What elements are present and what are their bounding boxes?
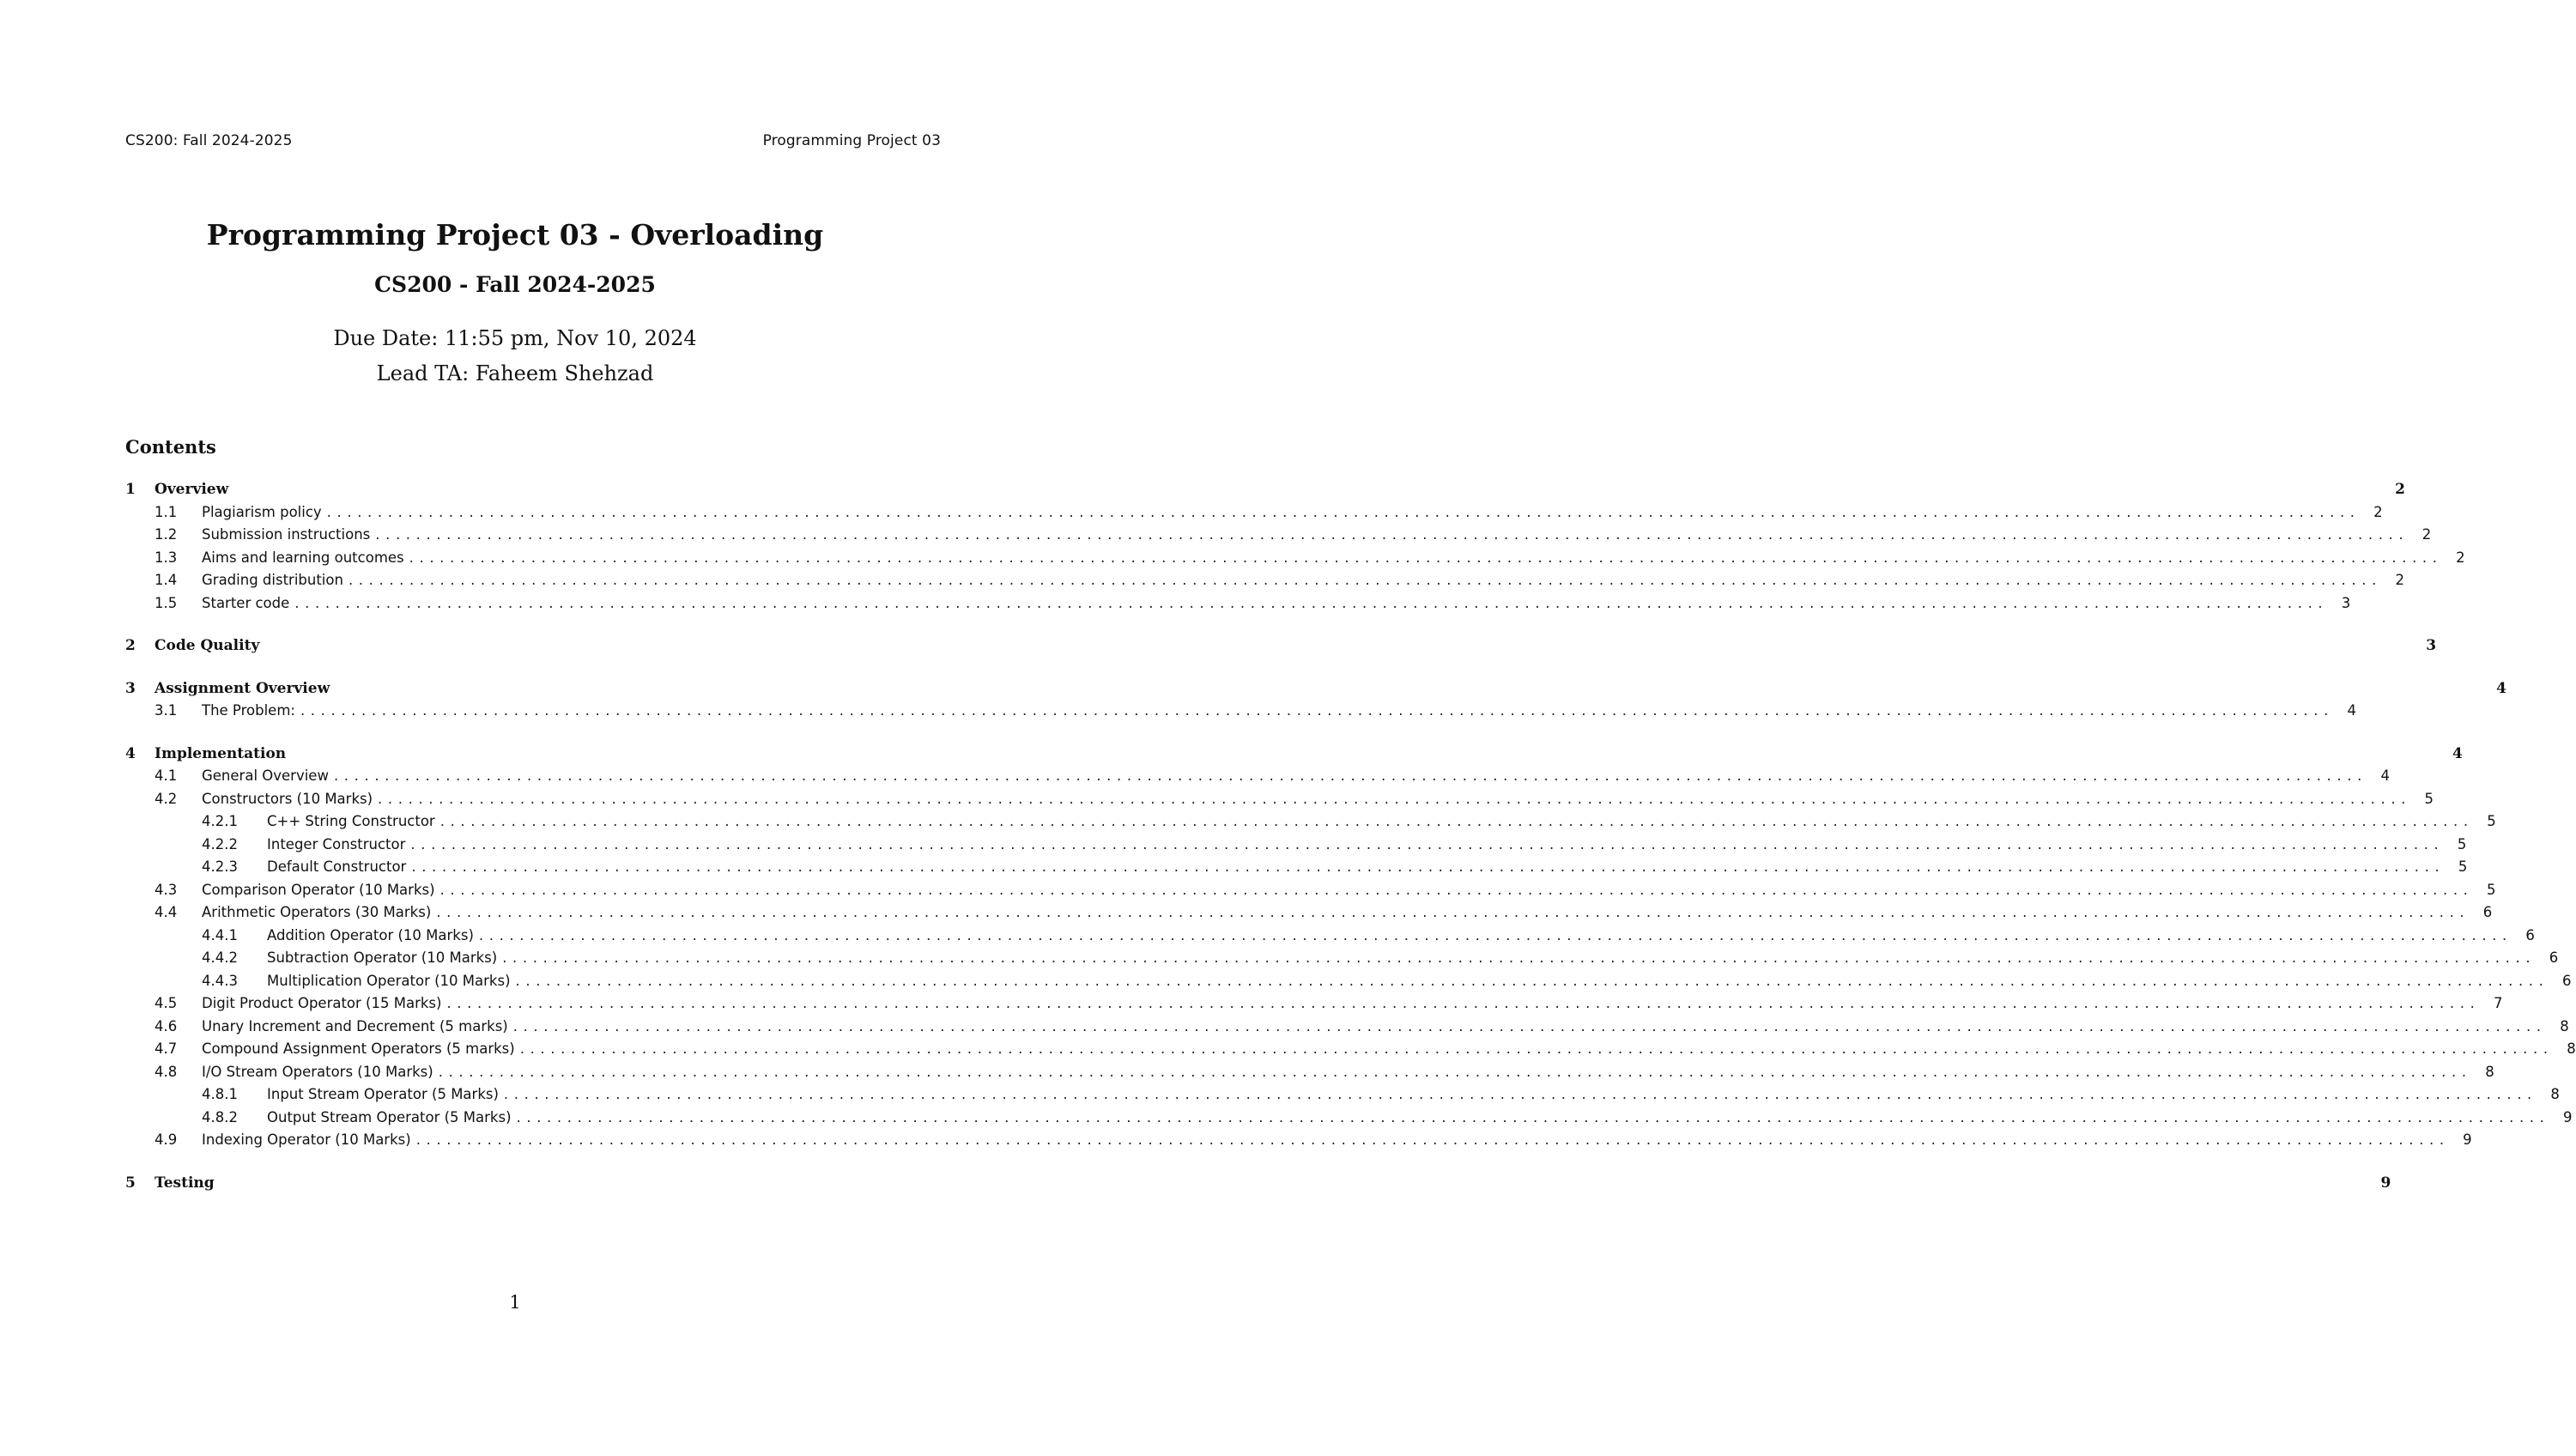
toc-entry-number: 4.5 [155,995,178,1011]
toc-leader-dots: ........................................................................................................................................................................................................ [415,1131,2450,1148]
toc-entry-title: Comparison Operator (10 Marks) [202,881,435,898]
toc-entry[interactable] [125,949,2559,973]
toc-entry[interactable] [125,679,2506,703]
table-of-contents [125,481,2576,1197]
toc-entry-number: 5 [125,1174,136,1192]
toc-entry-number: 1.5 [155,594,178,611]
toc-entry-page: 2 [2456,549,2465,566]
toc-leader-dots: ........................................................................................................................................................................................................ [348,572,2382,588]
toc-entry-title: The Problem: [202,702,295,719]
toc-leader-dots: ........................................................................................................................................................................................................ [502,949,2537,966]
toc-entry-page: 2 [2373,503,2383,520]
toc-entry-title: Aims and learning outcomes [202,549,404,566]
toc-leader-dots: ........................................................................................................................................................................................................ [503,1086,2537,1102]
toc-entry-number: 3 [125,679,136,697]
toc-entry-number: 4.7 [155,1040,178,1057]
toc-entry-title: Grading distribution [202,572,343,588]
toc-entry-title: Testing [155,1174,215,1192]
toc-leader-dots: ........................................................................................................................................................................................................ [446,995,2481,1011]
document-title: Programming Project 03 - Overloading [206,218,824,252]
toc-entry[interactable] [125,1174,2391,1198]
toc-entry[interactable] [125,549,2465,573]
toc-entry-title: Input Stream Operator (5 Marks) [267,1086,499,1102]
toc-entry-number: 4.6 [155,1017,178,1034]
document-subtitle: CS200 - Fall 2024-2025 [374,272,656,297]
toc-entry-title: Starter code [202,594,290,611]
toc-leader-dots: ........................................................................................................................................................................................................ [438,1063,2472,1080]
toc-entry-page: 3 [2426,637,2437,654]
toc-entry-number: 4.4.1 [202,926,238,943]
toc-entry-page: 4 [2452,744,2463,762]
toc-entry[interactable] [125,503,2383,527]
toc-entry[interactable] [125,881,2496,905]
toc-entry[interactable] [125,572,2404,595]
toc-entry-page: 6 [2482,904,2493,920]
toc-entry-title: Submission instructions [202,526,371,543]
toc-entry-number: 1 [125,481,136,498]
toc-entry-title: Code Quality [155,637,260,654]
toc-entry-page: 8 [2485,1063,2494,1080]
lead-ta: Lead TA: Faheem Shehzad [376,361,654,385]
toc-entry[interactable] [125,1108,2573,1132]
toc-leader-dots: ........................................................................................................................................................................................................ [512,1017,2547,1034]
toc-entry-number: 3.1 [155,702,178,719]
toc-entry-title: Output Stream Operator (5 Marks) [267,1108,512,1125]
toc-entry-title: Multiplication Operator (10 Marks) [267,972,511,989]
toc-leader-dots: ........................................................................................................................................................................................................ [378,790,2412,807]
toc-entry-title: Compound Assignment Operators (5 marks) [202,1040,515,1057]
toc-entry-page: 6 [2525,926,2535,943]
toc-entry-number: 4.8 [155,1063,178,1080]
toc-leader-dots: ........................................................................................................................................................................................................ [326,503,2361,520]
toc-leader-dots: ........................................................................................................................................................................................................ [436,904,2470,920]
page-number: 1 [509,1292,521,1313]
toc-leader-dots: ........................................................................................................................................................................................................ [478,926,2512,943]
toc-leader-dots: ........................................................................................................................................................................................................ [519,1040,2554,1057]
toc-leader-dots: ........................................................................................................................................................................................................ [516,1108,2550,1125]
toc-entry-title: Unary Increment and Decrement (5 marks) [202,1017,508,1034]
toc-entry-page: 5 [2458,858,2468,875]
toc-entry-number: 4.2 [155,790,178,807]
toc-entry-title: Constructors (10 Marks) [202,790,373,807]
toc-entry[interactable] [125,904,2493,927]
running-header [125,132,941,149]
toc-entry-title: Arithmetic Operators (30 Marks) [202,904,432,920]
due-date: Due Date: 11:55 pm, Nov 10, 2024 [333,326,697,350]
toc-entry-number: 4.8.2 [202,1108,238,1125]
header-course: CS200: Fall 2024-2025 [125,132,293,149]
toc-entry[interactable] [125,1063,2494,1087]
toc-entry-page: 9 [2380,1174,2391,1192]
toc-entry-title: C++ String Constructor [267,813,435,829]
toc-leader-dots: ........................................................................................................................................................................................................ [375,526,2409,543]
toc-entry[interactable] [125,767,2390,791]
toc-entry-number: 1.3 [155,549,178,566]
toc-entry[interactable] [125,813,2496,836]
toc-entry[interactable] [125,744,2463,768]
toc-entry-number: 4.2.1 [202,813,238,829]
toc-entry-title: Digit Product Operator (15 Marks) [202,995,442,1011]
toc-entry-title: Default Constructor [267,858,407,875]
toc-entry-page: 5 [2424,790,2434,807]
toc-entry[interactable] [125,1017,2569,1041]
toc-entry-page: 6 [2562,972,2572,989]
toc-entry-number: 4.3 [155,881,178,898]
toc-entry[interactable] [125,972,2572,996]
toc-entry-page: 4 [2380,767,2390,784]
toc-entry-number: 4.1 [155,767,178,784]
toc-entry-page: 3 [2341,594,2351,611]
toc-entry-title: Indexing Operator (10 Marks) [202,1131,411,1148]
toc-leader-dots: ........................................................................................................................................................................................................ [515,972,2549,989]
toc-entry-number: 1.4 [155,572,178,588]
toc-leader-dots: ........................................................................................................................................................................................................ [410,835,2445,852]
toc-entry-number: 4.4.2 [202,949,238,966]
toc-leader-dots: ........................................................................................................................................................................................................ [439,813,2474,829]
toc-entry[interactable] [125,1131,2472,1155]
toc-entry-page: 2 [2395,481,2405,498]
toc-entry[interactable] [125,637,2437,660]
toc-entry-title: Addition Operator (10 Marks) [267,926,474,943]
toc-leader-dots: ........................................................................................................................................................................................................ [409,549,2443,566]
toc-entry-page: 2 [2395,572,2404,588]
toc-entry[interactable] [125,594,2351,618]
contents-heading: Contents [125,436,216,458]
toc-entry-page: 7 [2493,995,2503,1011]
toc-entry-number: 4.4 [155,904,178,920]
toc-entry[interactable] [125,926,2535,950]
toc-entry-page: 8 [2567,1040,2576,1057]
toc-entry-title: Overview [155,481,229,498]
toc-leader-dots: ........................................................................................................................................................................................................ [333,767,2367,784]
toc-entry-number: 4.9 [155,1131,178,1148]
toc-entry[interactable] [125,858,2468,882]
toc-entry-title: Subtraction Operator (10 Marks) [267,949,498,966]
toc-entry-number: 4.2.3 [202,858,238,875]
toc-entry[interactable] [125,1040,2576,1064]
toc-entry-page: 6 [2549,949,2559,966]
toc-entry-number: 1.2 [155,526,178,543]
toc-entry-page: 4 [2496,679,2506,697]
toc-entry-number: 2 [125,637,136,654]
toc-entry-number: 4.8.1 [202,1086,238,1102]
toc-entry[interactable] [125,481,2405,504]
toc-entry-number: 4.2.2 [202,835,238,852]
header-project: Programming Project 03 [762,132,941,149]
toc-entry-page: 5 [2487,881,2496,898]
toc-leader-dots: ........................................................................................................................................................................................................ [411,858,2446,875]
toc-entry-number: 4.4.3 [202,972,238,989]
toc-entry[interactable] [125,1086,2560,1109]
toc-entry-title: General Overview [202,767,329,784]
toc-entry-title: Integer Constructor [267,835,406,852]
toc-entry-page: 5 [2457,835,2467,852]
toc-entry-page: 9 [2463,1131,2472,1148]
toc-entry-number: 1.1 [155,503,178,520]
toc-entry-title: I/O Stream Operators (10 Marks) [202,1063,433,1080]
toc-entry-page: 8 [2560,1017,2569,1034]
toc-entry-title: Assignment Overview [155,679,330,697]
document-meta [0,321,1030,391]
toc-entry[interactable] [125,526,2432,549]
toc-entry-page: 4 [2347,702,2356,719]
toc-leader-dots: ........................................................................................................................................................................................................ [300,702,2334,719]
toc-entry-page: 9 [2563,1108,2573,1125]
toc-entry-page: 5 [2487,813,2496,829]
toc-entry-title: Implementation [155,744,287,762]
toc-entry-page: 8 [2550,1086,2560,1102]
toc-entry[interactable] [125,790,2434,814]
toc-entry-title: Plagiarism policy [202,503,322,520]
toc-leader-dots: ........................................................................................................................................................................................................ [439,881,2474,898]
toc-entry[interactable] [125,995,2503,1018]
toc-entry[interactable] [125,835,2467,859]
toc-entry-page: 2 [2421,526,2432,543]
toc-entry-number: 4 [125,744,136,762]
toc-entry[interactable] [125,702,2356,725]
toc-leader-dots: ........................................................................................................................................................................................................ [294,594,2329,611]
